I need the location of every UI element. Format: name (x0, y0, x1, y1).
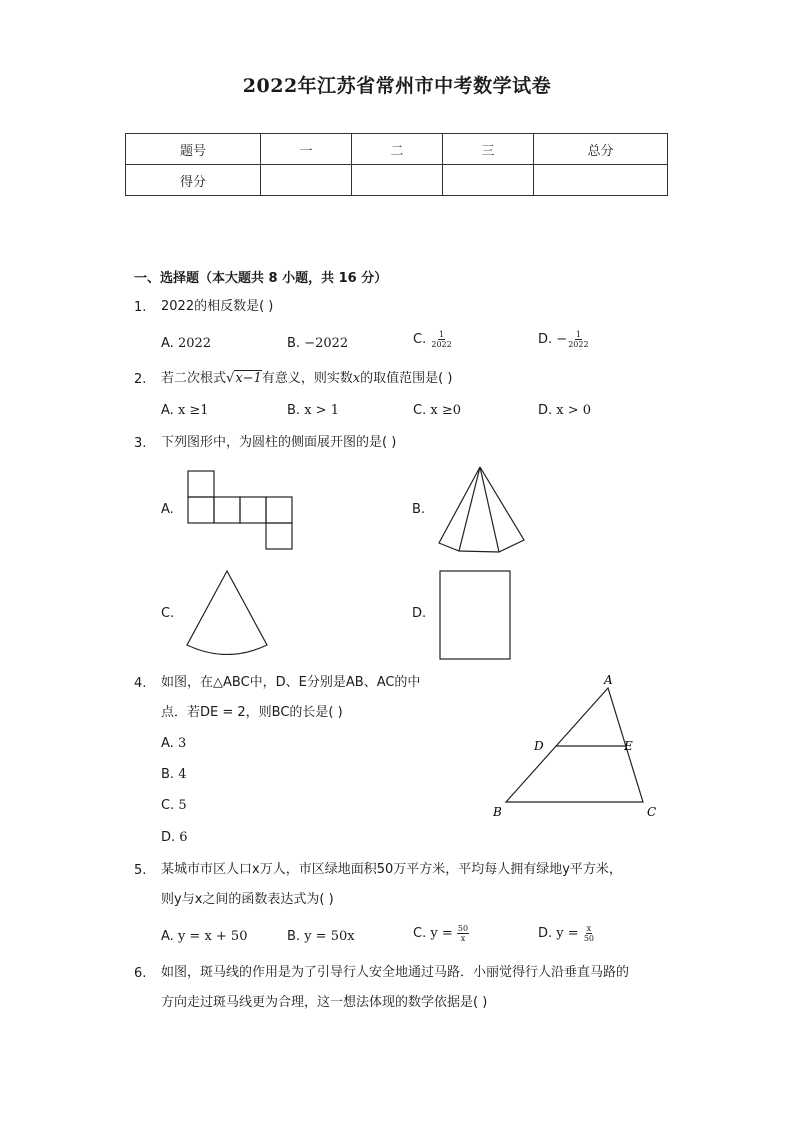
score-table-header: 一 (261, 134, 352, 165)
question-number: 3. (134, 436, 147, 451)
sqrt-expression (226, 370, 262, 388)
text-segment: 的取值范围是( ) (360, 371, 453, 386)
numerator: 50 (457, 924, 469, 933)
triangle-figure[interactable] (488, 672, 664, 822)
text-segment: 有意义，则实数 (261, 371, 353, 386)
option-value: 5 (178, 798, 187, 813)
fraction (583, 924, 595, 943)
option-value: 3 (177, 736, 187, 751)
score-cell[interactable] (443, 165, 534, 196)
fraction (430, 330, 452, 349)
question-number: 2. (134, 372, 147, 387)
denominator: 50 (583, 934, 594, 943)
option-c[interactable] (413, 924, 469, 943)
option-label: D. (538, 926, 553, 941)
radical-sign: √ (226, 371, 235, 386)
score-cell[interactable] (261, 165, 352, 196)
question-number: 1. (134, 300, 147, 315)
score-table-header: 三 (443, 134, 534, 165)
section-heading: 一、选择题（本大题共 8 小题，共 16 分） (134, 271, 388, 286)
score-table-header: 二 (352, 134, 443, 165)
question-text-line: 如图，在△ABC中，D、E分别是AB、AC的中 (161, 675, 421, 690)
option-d[interactable] (538, 330, 590, 349)
text-segment: 若二次根式 (161, 371, 227, 386)
option-a[interactable] (161, 336, 211, 351)
option-value: x > 0 (556, 403, 592, 418)
option-a[interactable] (161, 403, 209, 418)
option-label: C. (413, 403, 427, 418)
option-a[interactable] (161, 736, 186, 751)
sector-figure[interactable] (184, 569, 270, 655)
option-b[interactable] (287, 336, 348, 351)
option-label: A. (161, 929, 174, 944)
question-number: 5. (134, 863, 147, 878)
option-value: 4 (178, 767, 187, 782)
option-d[interactable] (538, 924, 595, 943)
page-title: 2022年江苏省常州市中考数学试卷 (242, 75, 552, 97)
question-text-line: 点．若DE = 2，则BC的长是( ) (161, 705, 343, 720)
score-cell[interactable] (352, 165, 443, 196)
vertex-label-b: B (493, 805, 502, 819)
option-value: 2022 (177, 336, 212, 351)
score-table-header: 题号 (126, 134, 261, 165)
rectangle-figure[interactable] (438, 569, 512, 661)
option-d[interactable] (538, 403, 591, 418)
cube-net-figure[interactable] (186, 469, 296, 551)
question-text-line: 则y与x之间的函数表达式为( ) (161, 892, 334, 907)
option-label: A. (161, 336, 174, 351)
minus-sign: − (556, 332, 568, 347)
option-label: D. (538, 332, 553, 347)
option-value: −2022 (304, 336, 349, 351)
pyramid-figure[interactable] (436, 464, 528, 554)
option-label: C. (161, 798, 175, 813)
variable: x (352, 371, 361, 386)
question-number: 4. (134, 676, 147, 691)
option-b[interactable] (287, 929, 355, 944)
option-label: D. (538, 403, 553, 418)
option-a[interactable] (161, 929, 247, 944)
option-value: 6 (179, 830, 188, 845)
numerator: 1 (438, 330, 445, 339)
option-value: x > 1 (304, 403, 339, 418)
fraction (567, 330, 589, 349)
option-label: A. (161, 403, 174, 418)
option-c[interactable] (161, 798, 187, 813)
option-value: y = x + 50 (177, 929, 248, 944)
option-b[interactable] (287, 403, 339, 418)
question-text-line: 某城市市区人口x万人，市区绿地面积50万平方米，平均每人拥有绿地y平方米， (161, 862, 622, 877)
option-label: C. (413, 926, 427, 941)
option-value: x ≥1 (177, 403, 209, 418)
question-text: 2022的相反数是( ) (161, 299, 274, 314)
option-value: x ≥0 (430, 403, 461, 418)
score-cell[interactable] (534, 165, 668, 196)
fraction (457, 924, 469, 943)
option-b[interactable] (161, 767, 186, 782)
point-label-d: D (534, 739, 544, 753)
numerator: 1 (575, 330, 581, 339)
question-text-line: 方向走过斑马线更为合理，这一想法体现的数学依据是( ) (161, 995, 488, 1010)
radicand: x−1 (235, 371, 262, 386)
denominator: 2022 (431, 340, 452, 349)
question-text (161, 370, 452, 388)
option-label: C. (413, 332, 427, 347)
option-value: y = 50x (304, 929, 355, 944)
numerator: x (586, 924, 592, 933)
question-text: 下列图形中，为圆柱的侧面展开图的是( ) (161, 435, 397, 450)
option-d-label: D. (412, 606, 427, 621)
question-number: 6. (134, 966, 147, 981)
option-label: B. (287, 403, 301, 418)
point-label-e: E (624, 739, 633, 753)
option-c[interactable] (413, 330, 453, 349)
score-row-label: 得分 (126, 165, 261, 196)
option-c-label: C. (161, 606, 175, 621)
option-label: B. (287, 336, 301, 351)
score-table-header: 总分 (534, 134, 668, 165)
vertex-label-a: A (604, 673, 613, 687)
option-label: B. (161, 767, 175, 782)
option-c[interactable] (413, 403, 461, 418)
option-label: D. (161, 830, 176, 845)
vertex-label-c: C (647, 805, 657, 819)
option-label: B. (287, 929, 301, 944)
equation-prefix: y = (556, 926, 583, 941)
question-text-line: 如图，斑马线的作用是为了引导行人安全地通过马路．小丽觉得行人沿垂直马路的 (161, 965, 630, 980)
denominator: 2022 (568, 340, 589, 349)
option-b-label: B. (412, 502, 426, 517)
option-d[interactable] (161, 830, 188, 845)
equation-prefix: y = (430, 926, 457, 941)
score-table (125, 133, 668, 196)
option-label: A. (161, 736, 174, 751)
option-a-label: A. (161, 502, 174, 517)
denominator: x (460, 934, 466, 943)
